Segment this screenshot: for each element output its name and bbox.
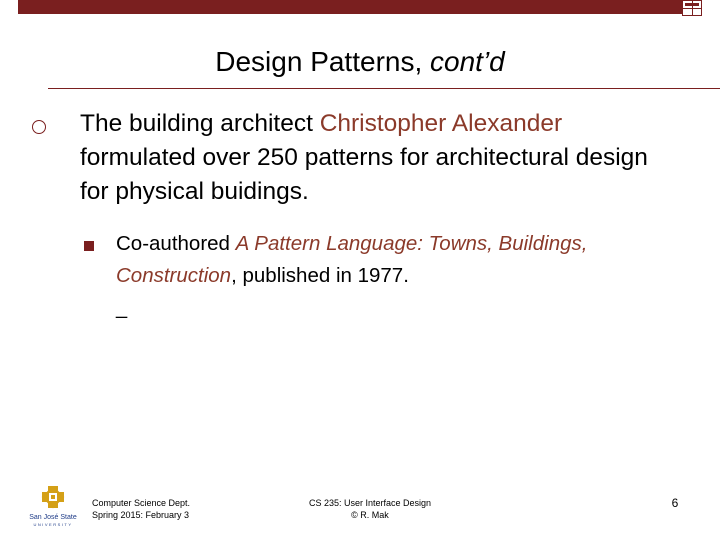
trailing-underscore: _ xyxy=(116,297,128,319)
footer-copyright: © R. Mak xyxy=(351,510,389,520)
bullet-1-highlight: Christopher Alexander xyxy=(319,110,563,137)
hollow-circle-bullet-icon xyxy=(32,120,46,134)
title-divider xyxy=(48,88,720,89)
top-accent-band xyxy=(18,0,682,14)
sub-bullet-pre: Co-authored xyxy=(116,232,236,255)
bullet-1-post: formulated over 250 patterns for architectural design for physical buidings. xyxy=(80,144,648,205)
footer-course-info xyxy=(92,497,190,521)
footer-course-name: CS 235: User Interface Design xyxy=(308,498,432,508)
grid-ornament-icon xyxy=(682,0,702,16)
logo-text-line2: UNIVERSITY xyxy=(33,522,73,527)
slide-title xyxy=(0,42,720,82)
footer-course-title xyxy=(270,497,470,521)
top-decorative-bar xyxy=(18,0,702,16)
bullet-1-pre: The building architect xyxy=(80,110,320,137)
footer-dept: Computer Science Dept. xyxy=(92,498,191,508)
logo-text-line1: San José State xyxy=(29,514,77,521)
sub-bullet-post: , published in 1977. xyxy=(231,264,409,287)
book-title-part-2: Construction xyxy=(116,264,232,287)
slide-title-italic: cont’d xyxy=(430,46,505,77)
footer-date: Spring 2015: February 3 xyxy=(92,510,190,520)
bullet-point-1 xyxy=(80,107,680,209)
page-number: 6 xyxy=(671,496,679,510)
book-title-part-1: A Pattern Language: Towns, Buildings, xyxy=(235,232,588,255)
square-bullet-icon xyxy=(84,241,94,251)
sjsu-logo-icon xyxy=(26,486,80,528)
sub-bullet-point-1 xyxy=(116,228,706,292)
slide-title-main: Design Patterns, xyxy=(215,46,431,77)
